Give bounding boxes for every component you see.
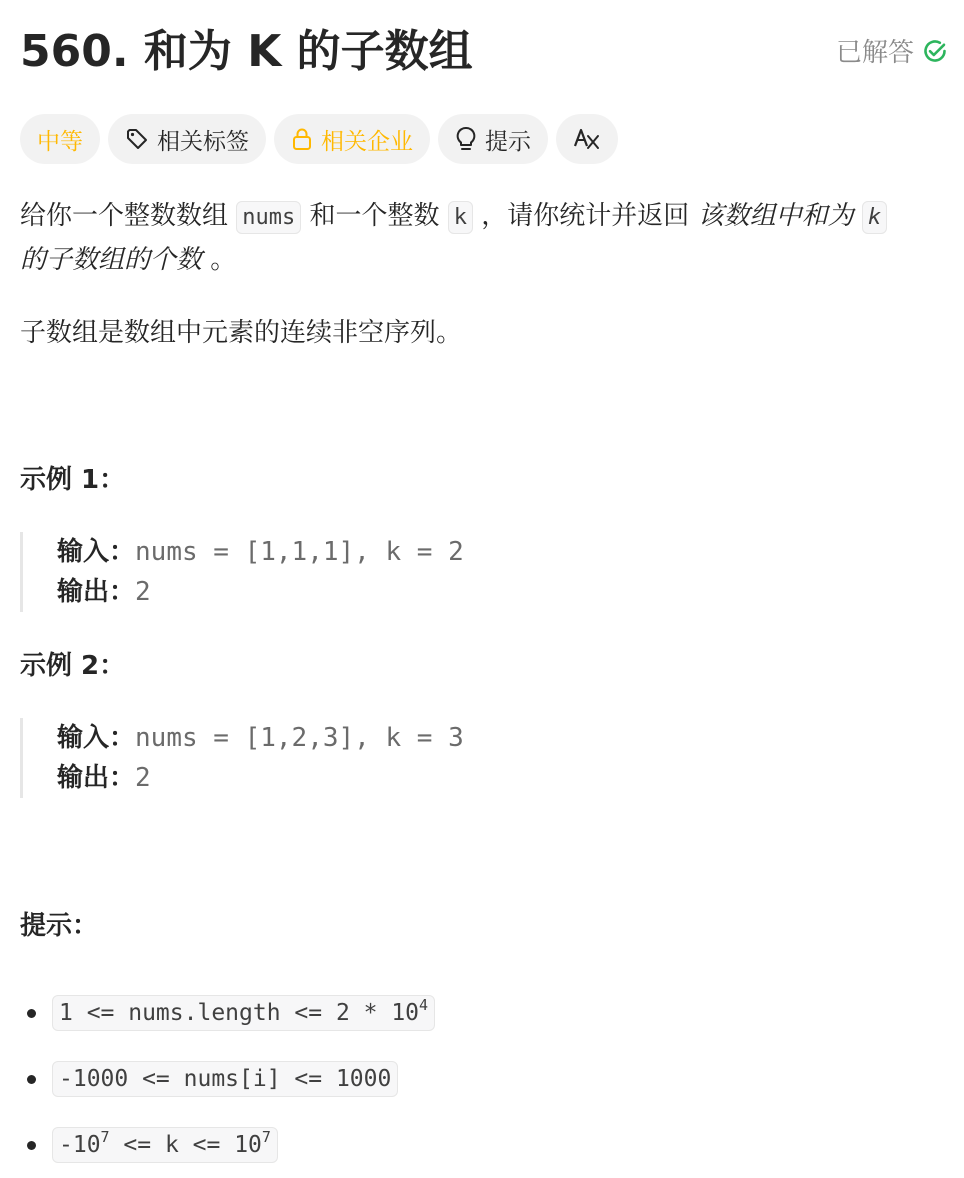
example-1-block <box>20 532 920 612</box>
output-label: 输出： <box>57 763 136 793</box>
topics-tag-label: 相关标签 <box>157 128 249 155</box>
input-value: nums = [1,1,1], k = 2 <box>135 537 464 567</box>
companies-tag-button[interactable] <box>274 114 430 164</box>
output-label: 输出： <box>57 577 136 607</box>
problem-title: 560. 和为 K 的子数组 <box>20 26 473 77</box>
lightbulb-icon <box>455 126 477 152</box>
translate-icon <box>573 126 601 152</box>
check-circle-icon <box>922 38 948 64</box>
tag-icon <box>125 127 149 151</box>
example-2-input <box>57 718 920 758</box>
inline-code-nums: nums <box>236 201 301 234</box>
exponent: 7 <box>261 1128 271 1146</box>
difficulty-badge[interactable] <box>20 114 100 164</box>
constraint-text: -10 <box>59 1132 101 1158</box>
input-label: 输入： <box>57 723 136 753</box>
bullet-icon <box>27 1075 36 1084</box>
desc-text: ，请你统计并返回 <box>473 201 698 231</box>
inline-code-k: k <box>448 201 473 234</box>
companies-tag-label: 相关企业 <box>321 128 413 155</box>
constraints-heading: 提示： <box>20 911 99 941</box>
example-2-output <box>57 758 920 798</box>
example-1-input <box>57 532 920 572</box>
constraint-code <box>52 1127 278 1163</box>
topics-tag-button[interactable] <box>108 114 266 164</box>
tag-bar <box>20 114 618 164</box>
lock-icon <box>291 127 313 151</box>
example-2-heading: 示例 2： <box>20 651 126 681</box>
desc-text: 。 <box>202 245 237 275</box>
constraint-text: 1 <= nums.length <= 2 * 10 <box>59 1000 420 1026</box>
inline-code-k: k <box>862 201 887 234</box>
output-value: 2 <box>135 577 151 607</box>
problem-description <box>20 195 920 281</box>
constraint-code <box>52 995 435 1031</box>
example-1-output <box>57 572 920 612</box>
example-1-heading: 示例 1： <box>20 465 126 495</box>
exponent: 7 <box>100 1128 110 1146</box>
output-value: 2 <box>135 763 151 793</box>
input-value: nums = [1,2,3], k = 3 <box>135 723 464 753</box>
translate-button[interactable] <box>556 114 618 164</box>
solved-status <box>836 32 948 69</box>
bullet-icon <box>27 1009 36 1018</box>
solved-status-label: 已解答 <box>835 38 914 68</box>
difficulty-label: 中等 <box>37 128 83 155</box>
bullet-icon <box>27 1141 36 1150</box>
input-label: 输入： <box>57 537 136 567</box>
example-2-block <box>20 718 920 798</box>
subarray-definition: 子数组是数组中元素的连续非空序列。 <box>20 318 463 348</box>
constraints-list <box>20 980 920 1178</box>
desc-text: 给你一个整数数组 <box>20 201 237 231</box>
hint-tag-label: 提示 <box>485 128 531 155</box>
desc-emphasis: 的子数组的个数 <box>20 245 203 275</box>
exponent: 4 <box>419 996 429 1014</box>
list-item <box>20 980 920 1046</box>
desc-text: 和一个整数 <box>301 201 448 231</box>
list-item <box>20 1046 920 1112</box>
hint-tag-button[interactable] <box>438 114 548 164</box>
list-item <box>20 1112 920 1178</box>
constraint-text: <= k <= 10 <box>109 1132 262 1158</box>
constraint-code: -1000 <= nums[i] <= 1000 <box>52 1061 398 1097</box>
desc-emphasis: 该数组中和为 <box>697 201 862 231</box>
